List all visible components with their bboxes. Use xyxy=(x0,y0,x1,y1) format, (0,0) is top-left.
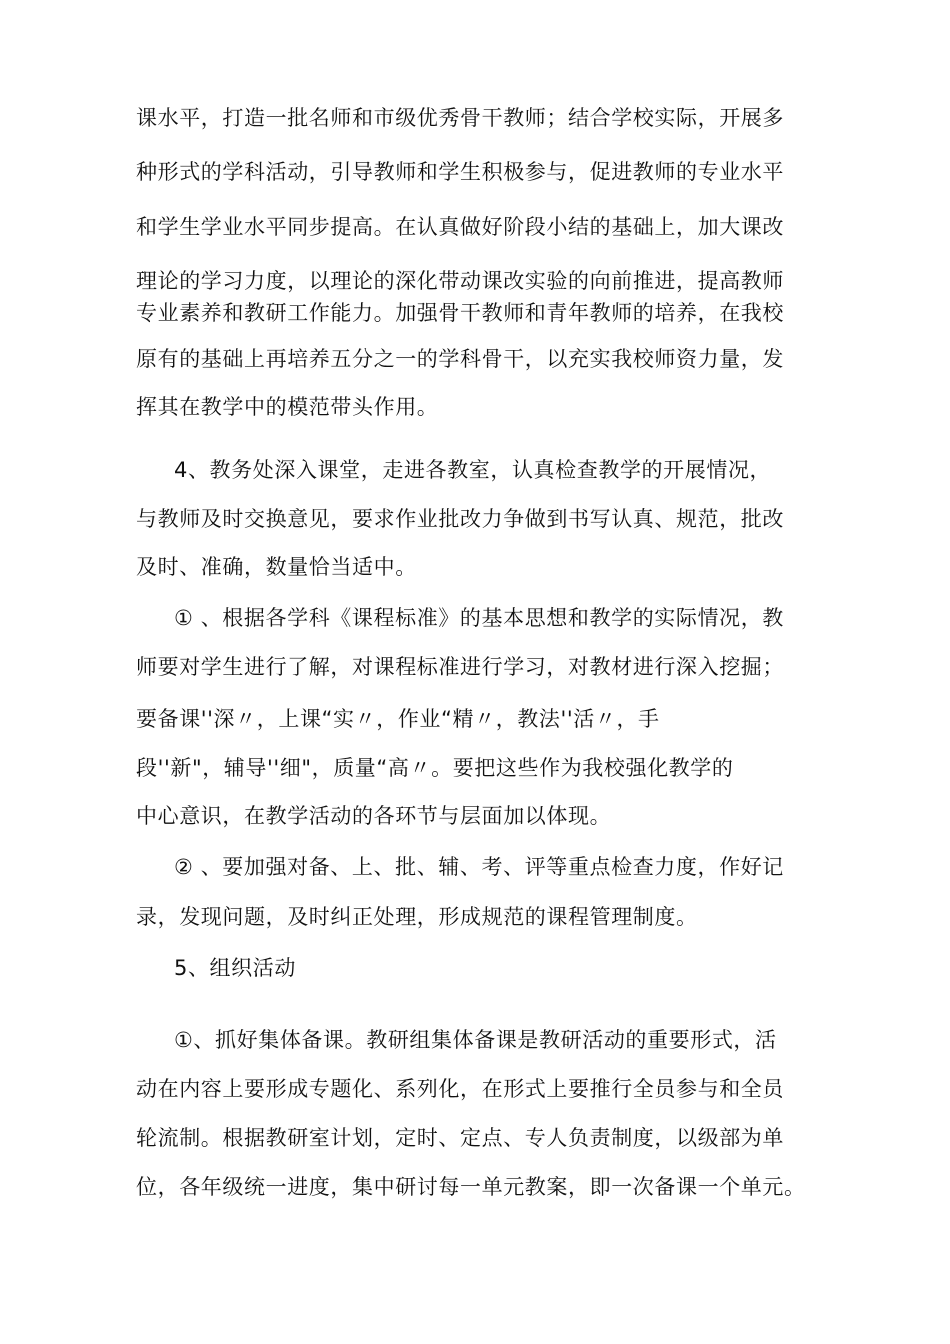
text-line-4: 理论的学习力度，以理论的深化带动课改实验的向前推进，提高教师 xyxy=(136,269,784,293)
text-line-5: 专业素养和教研工作能力。加强骨干教师和青年教师的培养，在我校 xyxy=(136,301,784,325)
text-line-11: ① 、根据各学科《课程标准》的基本思想和教学的实际情况，教 xyxy=(174,606,784,630)
text-line-9: 与教师及时交换意见，要求作业批改力争做到书写认真、规范，批改 xyxy=(136,507,784,531)
text-line-19: ①、抓好集体备课。教研组集体备课是教研活动的重要形式，活 xyxy=(174,1028,777,1052)
text-line-2: 种形式的学科活动，引导教师和学生积极参与，促进教师的专业水平 xyxy=(136,160,784,184)
text-line-17: 录，发现问题，及时纠正处理，形成规范的课程管理制度。 xyxy=(136,905,698,929)
text-line-13: 要备课''深〃，上课“实〃，作业“精〃，教法''活〃，手 xyxy=(136,707,660,731)
text-line-22: 位，各年级统一进度，集中研讨每一单元教案，即一次备课一个单元。 xyxy=(136,1175,806,1199)
text-line-1: 课水平，打造一批名师和市级优秀骨干教师；结合学校实际，开展多 xyxy=(136,106,784,130)
text-line-6: 原有的基础上再培养五分之一的学科骨干，以充实我校师资力量，发 xyxy=(136,347,784,371)
text-line-14: 段''新"，辅导''细"，质量“高〃。要把这些作为我校强化教学的 xyxy=(136,756,734,780)
section-heading: 5、组织活动 xyxy=(174,956,296,980)
text-line-10: 及时、准确，数量恰当适中。 xyxy=(136,555,417,579)
text-line-12: 师要对学生进行了解，对课程标准进行学习，对教材进行深入挖掘； xyxy=(136,655,784,679)
text-line-8: 4、教务处深入课堂，走进各教室，认真检查教学的开展情况， xyxy=(174,458,772,482)
text-line-3: 和学生学业水平同步提高。在认真做好阶段小结的基础上，加大课改 xyxy=(136,215,784,239)
text-line-7: 挥其在教学中的模范带头作用。 xyxy=(136,395,439,419)
text-line-15: 中心意识，在教学活动的各环节与层面加以体现。 xyxy=(136,804,612,828)
text-line-21: 轮流制。根据教研室计划，定时、定点、专人负责制度，以级部为单 xyxy=(136,1126,784,1150)
text-line-16: ② 、要加强对备、上、批、辅、考、评等重点检查力度，作好记 xyxy=(174,855,784,879)
text-line-20: 动在内容上要形成专题化、系列化，在形式上要推行全员参与和全员 xyxy=(136,1077,784,1101)
